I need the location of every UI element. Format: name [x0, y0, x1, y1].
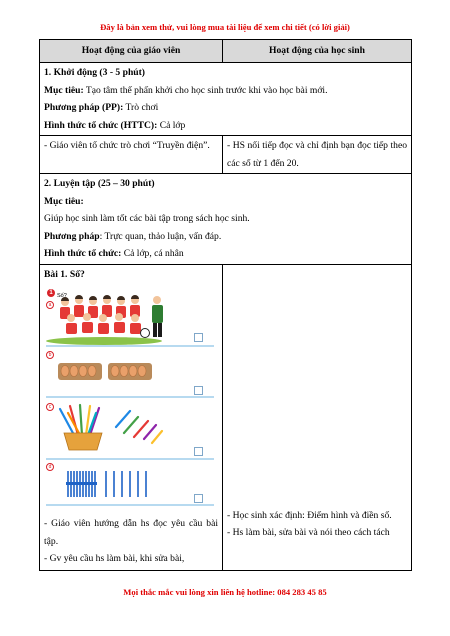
- item-label-c: c: [46, 403, 54, 411]
- section2-org-label: Hình thức tổ chức:: [44, 248, 122, 259]
- section1-info-row: [40, 63, 412, 136]
- answer-box-a[interactable]: [194, 333, 203, 342]
- section2-goal-text: Giúp học sinh làm tốt các bài tập trong sách học sinh.: [44, 213, 250, 224]
- section1-goal-label: Mục tiêu:: [44, 84, 84, 96]
- section1-title: 1. Khởi động (3 - 5 phút): [44, 67, 146, 78]
- answer-box-d[interactable]: [194, 494, 203, 503]
- section1-student-activity: - HS nối tiếp đọc và chỉ định bạn đọc tiếp theo các số từ 1 đến 20.: [223, 136, 412, 174]
- section1-method-label: Phương pháp (PP):: [44, 102, 124, 113]
- exercise1-student-text: [227, 507, 407, 542]
- exercise-number-badge: 1: [47, 289, 55, 297]
- section2-goal-label: Mục tiêu:: [44, 195, 84, 207]
- section2-info-row: [40, 174, 412, 265]
- answer-box-b[interactable]: [194, 386, 203, 395]
- lesson-plan-table: [39, 39, 412, 571]
- section2-title: 2. Luyện tập (25 – 30 phút): [44, 178, 155, 189]
- section1-teacher-activity: - Giáo viên tổ chức trò chơi “Truyền điện”.: [40, 136, 223, 174]
- section2-organization: [44, 245, 407, 263]
- table-header-row: [40, 40, 412, 63]
- item-label-d: d: [46, 463, 54, 471]
- exercise1-teacher-line-2: - Gv yêu cầu hs làm bài, khi sửa bài,: [44, 553, 185, 564]
- exercise1-illustration: [44, 287, 216, 509]
- section1-method: [44, 99, 407, 117]
- section1-goal-text: Tạo tâm thế phấn khởi cho học sinh trước khi vào học bài mới.: [83, 84, 328, 96]
- exercise1-row: [40, 264, 412, 570]
- exercise1-title: Bài 1. Số?: [44, 268, 85, 280]
- student-column-header: Hoạt động của học sinh: [223, 40, 412, 63]
- section1-organization: [44, 117, 407, 135]
- section2-org-text: Cả lớp, cá nhân: [121, 248, 184, 259]
- answer-box-c[interactable]: [194, 447, 203, 456]
- hotline-banner: Mọi thắc mắc vui lòng xin liên hệ hotline: 084 283 45 85: [123, 587, 327, 597]
- section1-method-text: Trò chơi: [123, 102, 159, 113]
- exercise1-student-line-2: - Hs làm bài, sửa bài và nói theo cách tách: [227, 527, 390, 538]
- egg-trays-picture: [58, 363, 152, 380]
- item-label-b: b: [46, 351, 54, 359]
- exercise1-student-line-1: - Học sinh xác định: Điếm hình và điền số.: [227, 509, 392, 521]
- section1-org-text: Cả lớp: [157, 119, 186, 131]
- exercise1-teacher-line-1: - Giáo viên hướng dẫn hs đọc yêu cầu bài tập.: [44, 518, 218, 547]
- preview-notice-banner: Đây là bản xem thử, vui lòng mua tài liệu để xem chi tiết (có lời giải): [100, 22, 350, 32]
- exercise-figure-title: Số?: [57, 293, 67, 299]
- exercise1-student-cell: [223, 264, 412, 570]
- section1-activity-row: [40, 136, 412, 174]
- section1-goal: [44, 82, 407, 100]
- section1-org-label: Hình thức tổ chức (HTTC):: [44, 119, 158, 131]
- item-label-a: a: [46, 301, 54, 309]
- pencil-basket-picture: [60, 405, 162, 450]
- section2-method-label: Phương pháp: [44, 230, 100, 242]
- exercise1-figure: [44, 287, 216, 509]
- teacher-column-header: Hoạt động của giáo viên: [40, 40, 223, 63]
- section2-method-text: : Trực quan, thảo luận, vấn đáp.: [99, 230, 222, 242]
- section2-info-cell: [40, 174, 412, 265]
- exercise1-teacher-cell: [40, 264, 223, 570]
- section2-method: [44, 228, 407, 246]
- section1-info-cell: [40, 63, 412, 136]
